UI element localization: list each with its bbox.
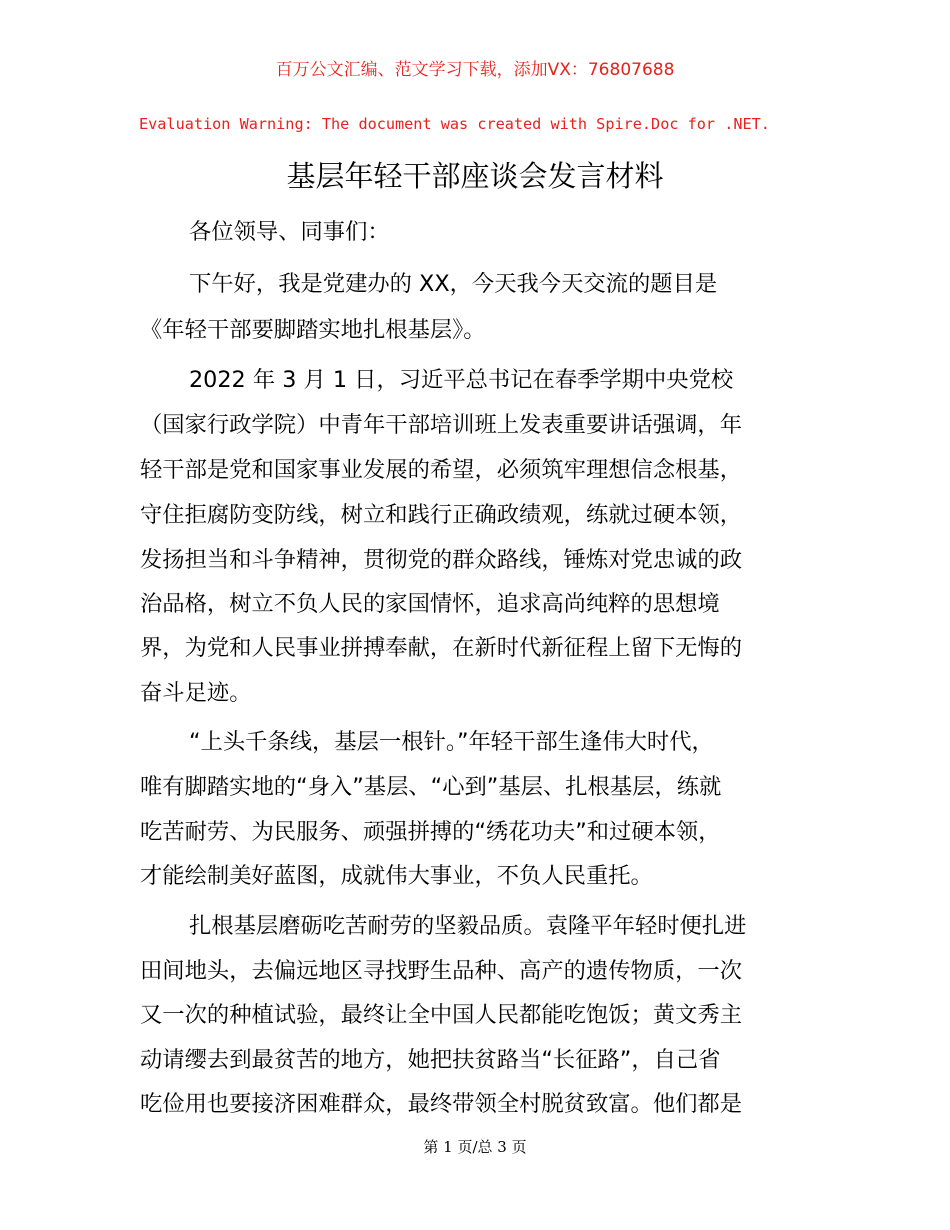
text-line: “上头千条线，基层一根针。”年轻干部生逢伟大时代， xyxy=(189,729,714,755)
salutation: 各位领导、同事们： xyxy=(189,219,390,245)
text-line: 才能绘制美好蓝图，成就伟大事业，不负人民重托。 xyxy=(140,863,653,889)
text-line: 又一次的种植试验，最终让全中国人民都能吃饱饭；黄文秀主 xyxy=(140,1002,743,1028)
text-line: 田间地头，去偏远地区寻找野生品种、高产的遗传物质，一次 xyxy=(140,958,743,984)
text-line: 2022 年 3 月 1 日，习近平总书记在春季学期中央党校 xyxy=(189,367,734,393)
text-line: 扎根基层磨砺吃苦耐劳的坚毅品质。袁隆平年轻时便扎进 xyxy=(189,913,747,939)
text-line: 吃苦耐劳、为民服务、顽强拼搏的“绣花功夫”和过硬本领， xyxy=(140,819,721,845)
text-line: 守住拒腐防变防线，树立和践行正确政绩观，练就过硬本领， xyxy=(140,502,743,528)
page-indicator: 第 1 页/总 3 页 xyxy=(423,1138,527,1156)
promo-banner: 百万公文汇编、范文学习下载，添加VX：76807688 xyxy=(275,60,675,80)
text-line: 吃俭用也要接济困难群众，最终带领全村脱贫致富。他们都是 xyxy=(140,1091,743,1117)
text-line: 轻干部是党和国家事业发展的希望，必须筑牢理想信念根基， xyxy=(140,457,743,483)
text-line: 发扬担当和斗争精神，贯彻党的群众路线，锤炼对党忠诚的政 xyxy=(140,547,743,573)
text-line: 《年轻干部要脚踏实地扎根基层》。 xyxy=(140,317,486,343)
text-line: 动请缨去到最贫苦的地方，她把扶贫路当“长征路”，自己省 xyxy=(140,1047,721,1073)
text-line: 奋斗足迹。 xyxy=(140,680,252,706)
text-line: 界，为党和人民事业拼搏奉献，在新时代新征程上留下无悔的 xyxy=(140,635,743,661)
text-line: （国家行政学院）中青年干部培训班上发表重要讲话强调，年 xyxy=(140,412,743,438)
text-line: 下午好，我是党建办的 XX，今天我今天交流的题目是 xyxy=(189,271,718,297)
evaluation-warning: Evaluation Warning: The document was created with Spire.Doc for .NET. xyxy=(139,115,770,133)
document-title: 基层年轻干部座谈会发言材料 xyxy=(286,159,664,193)
text-line: 唯有脚踏实地的“身入”基层、“心到”基层、扎根基层，练就 xyxy=(140,774,722,800)
text-line: 治品格，树立不负人民的家国情怀，追求高尚纯粹的思想境 xyxy=(140,591,720,617)
